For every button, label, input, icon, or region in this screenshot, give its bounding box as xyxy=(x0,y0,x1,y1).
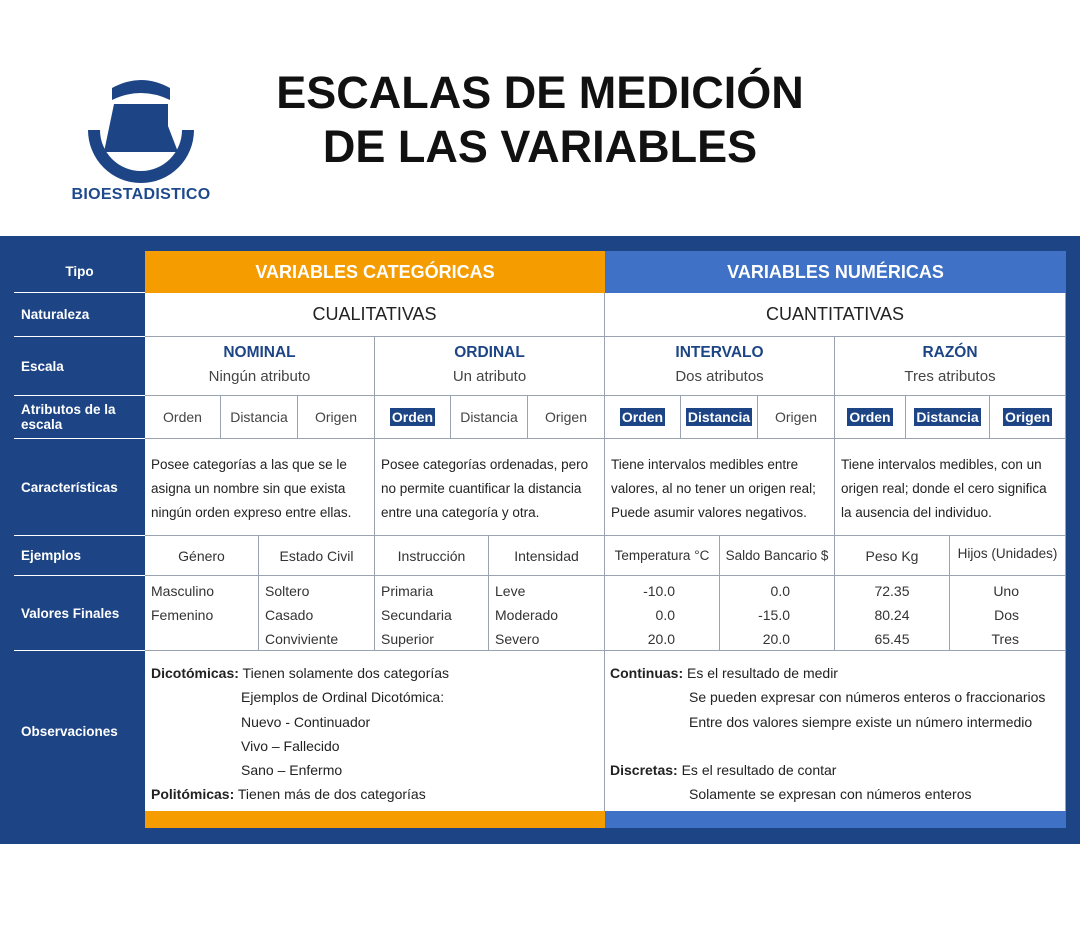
funnel-arc-logo-icon xyxy=(82,74,200,184)
row-label-observaciones: Observaciones xyxy=(14,651,145,811)
obs-continuas-label: Continuas: xyxy=(610,665,684,681)
nature-numeric: CUANTITATIVAS xyxy=(605,293,1066,337)
attr-razon-origen: Origen xyxy=(990,396,1066,439)
attr-nominal-distancia: Distancia xyxy=(221,396,298,439)
row-label-tipo: Tipo xyxy=(14,251,145,293)
obs-discretas-text: Es el resultado de contar xyxy=(677,762,837,779)
example-intensidad: Intensidad xyxy=(489,536,605,576)
footer-bar-categorical xyxy=(145,811,605,828)
attr-intervalo-origen: Origen xyxy=(758,396,835,439)
obs-ordinal-example: Nuevo - Continuador xyxy=(241,713,371,730)
value-item: Femenino xyxy=(151,607,214,623)
value-item: Severo xyxy=(495,631,540,647)
value-item: -15.0 xyxy=(758,607,790,623)
obs-ordinal-examples-title: Ejemplos de Ordinal Dicotómica: xyxy=(241,689,445,706)
scale-sub: Ningún atributo xyxy=(208,368,311,385)
values-estado-civil xyxy=(259,576,375,651)
value-item: Dos xyxy=(994,607,1019,623)
value-item: Casado xyxy=(265,607,314,623)
obs-ordinal-example: Vivo – Fallecido xyxy=(241,737,340,754)
observations-categorical xyxy=(145,651,605,811)
value-item: -10.0 xyxy=(643,583,675,599)
value-item: 20.0 xyxy=(762,631,790,647)
value-item: 0.0 xyxy=(770,583,790,599)
value-item: Superior xyxy=(381,631,434,647)
values-instruccion xyxy=(375,576,489,651)
value-item: Tres xyxy=(991,631,1019,647)
observations-numeric xyxy=(605,651,1066,811)
attr-nominal-orden: Orden xyxy=(145,396,221,439)
scale-name: RAZÓN xyxy=(922,344,978,361)
header-variables-categoricas: VARIABLES CATEGÓRICAS xyxy=(145,251,605,293)
example-saldo-bancario: Saldo Bancario $ xyxy=(720,536,835,576)
brand-name: BIOESTADISTICO xyxy=(71,186,211,203)
obs-ordinal-example: Sano – Enfermo xyxy=(241,762,343,779)
page-title xyxy=(240,66,840,174)
value-item: 65.45 xyxy=(874,631,910,647)
scale-name: ORDINAL xyxy=(454,344,525,361)
attr-intervalo-orden: Orden xyxy=(605,396,681,439)
value-item: 80.24 xyxy=(874,607,910,623)
attr-razon-distancia: Distancia xyxy=(906,396,990,439)
value-item: Conviviente xyxy=(265,631,339,647)
obs-discretas-label: Discretas: xyxy=(610,762,678,779)
value-item: 20.0 xyxy=(647,631,675,647)
example-temperatura: Temperatura °C xyxy=(605,536,720,576)
scale-sub: Un atributo xyxy=(452,368,527,385)
value-item: Moderado xyxy=(495,607,559,623)
values-peso xyxy=(835,576,950,651)
row-label-ejemplos: Ejemplos xyxy=(14,536,145,576)
values-hijos xyxy=(950,576,1066,651)
title-line-2: DE LAS VARIABLES xyxy=(322,121,758,172)
example-estado-civil: Estado Civil xyxy=(259,536,375,576)
row-label-escala: Escala xyxy=(14,337,145,396)
scale-razon xyxy=(835,337,1066,396)
value-item: 72.35 xyxy=(874,583,910,599)
row-label-valores: Valores Finales xyxy=(14,576,145,651)
scale-ordinal xyxy=(375,337,605,396)
scale-name: NOMINAL xyxy=(223,344,296,361)
row-label-naturaleza: Naturaleza xyxy=(14,293,145,337)
example-instruccion: Instrucción xyxy=(375,536,489,576)
attr-intervalo-distancia: Distancia xyxy=(681,396,758,439)
attr-nominal-origen: Origen xyxy=(298,396,375,439)
scale-sub: Dos atributos xyxy=(675,368,764,385)
value-item: Primaria xyxy=(381,583,434,599)
scale-nominal xyxy=(145,337,375,396)
row-label-atributos: Atributos de la escala xyxy=(14,396,145,439)
attr-ordinal-distancia: Distancia xyxy=(451,396,528,439)
example-genero: Género xyxy=(145,536,259,576)
scale-sub: Tres atributos xyxy=(904,368,996,385)
obs-discretas-line: Solamente se expresan con números enteros xyxy=(689,786,972,803)
characteristics-intervalo: Tiene intervalos medibles entre valores, al no tener un origen real; Puede asumir valores negativos. xyxy=(605,439,835,536)
example-hijos: Hijos (Unidades) xyxy=(950,536,1066,576)
obs-continuas-line: Se pueden expresar con números enteros o fraccionarios xyxy=(689,689,1046,706)
obs-dicotomicas-text: Tienen solamente dos categorías xyxy=(238,665,450,681)
header-variables-numericas: VARIABLES NUMÉRICAS xyxy=(605,251,1066,293)
title-line-1: ESCALAS DE MEDICIÓN xyxy=(276,67,804,118)
characteristics-nominal: Posee categorías a las que se le asigna un nombre sin que exista ningún orden expreso entre ellas. xyxy=(145,439,375,536)
attr-ordinal-orden: Orden xyxy=(375,396,451,439)
footer-bar-numeric xyxy=(605,811,1066,828)
obs-politomicas-text: Tienen más de dos categorías xyxy=(234,786,426,803)
nature-categorical: CUALITATIVAS xyxy=(145,293,605,337)
values-saldo xyxy=(720,576,835,651)
value-item: Soltero xyxy=(265,583,310,599)
obs-continuas-text: Es el resultado de medir xyxy=(683,665,838,681)
row-label-caracteristicas: Características xyxy=(14,439,145,536)
value-item: Leve xyxy=(495,583,526,599)
scale-intervalo xyxy=(605,337,835,396)
values-intensidad xyxy=(489,576,605,651)
characteristics-razon: Tiene intervalos medibles, con un origen real; donde el cero significa la ausencia del individuo. xyxy=(835,439,1066,536)
values-genero xyxy=(145,576,259,651)
obs-dicotomicas-label: Dicotómicas: xyxy=(151,665,239,681)
value-item: Masculino xyxy=(151,583,215,599)
attr-razon-orden: Orden xyxy=(835,396,906,439)
value-item: Uno xyxy=(993,583,1019,599)
values-temperatura xyxy=(605,576,720,651)
value-item: 0.0 xyxy=(655,607,675,623)
characteristics-ordinal: Posee categorías ordenadas, pero no permite cuantificar la distancia entre una categoría y otra. xyxy=(375,439,605,536)
obs-politomicas-label: Politómicas: xyxy=(151,786,235,803)
attr-ordinal-origen: Origen xyxy=(528,396,605,439)
obs-continuas-line: Entre dos valores siempre existe un número intermedio xyxy=(689,713,1033,730)
value-item: Secundaria xyxy=(381,607,452,623)
scale-name: INTERVALO xyxy=(675,344,764,361)
brand-logo xyxy=(66,74,216,210)
example-peso: Peso Kg xyxy=(835,536,950,576)
